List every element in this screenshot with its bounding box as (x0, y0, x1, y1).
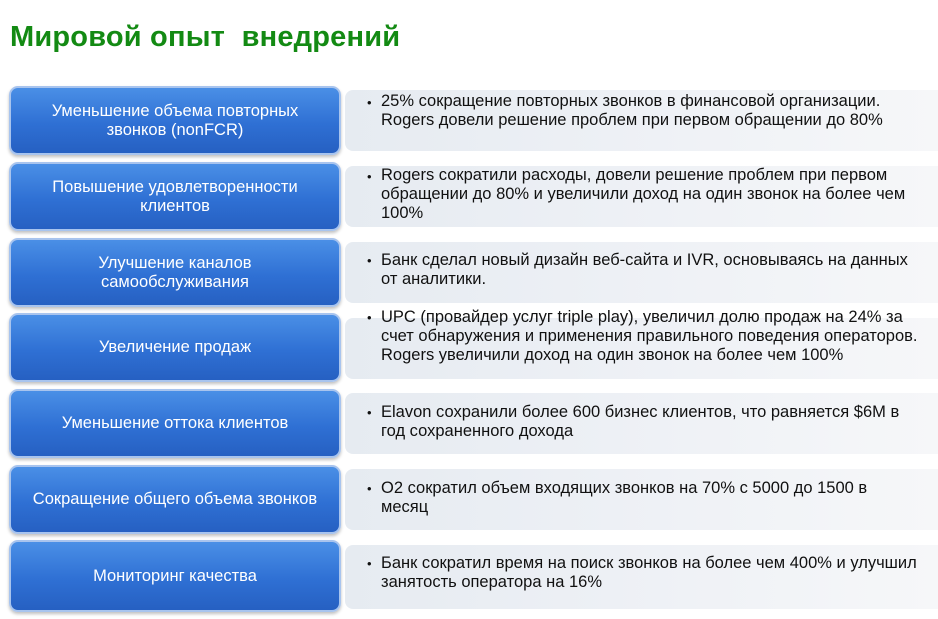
bullet-icon: • (367, 556, 372, 571)
bullet-icon: • (367, 169, 372, 184)
bullet-icon: • (367, 95, 372, 110)
row-label: Повышение удовлетворенности клиентов (9, 162, 341, 231)
row-description (345, 166, 938, 227)
row-label: Улучшение каналов самообслуживания (9, 238, 341, 307)
bullet-icon: • (367, 310, 372, 325)
row-label: Мониторинг качества (9, 540, 341, 612)
bullet-icon: • (367, 405, 372, 420)
row-description (345, 308, 938, 379)
row-description (345, 393, 938, 454)
row-description-text: 25% сокращение повторных звонков в финансовой организации. Rogers довели решение проблем при первом обращении до 80% (381, 92, 883, 129)
row-description-text: O2 сократил объем входящих звонков на 70% с 5000 до 1500 в месяц (381, 479, 868, 516)
row-label: Уменьшение объема повторных звонков (nonFCR) (9, 86, 341, 155)
row-label: Уменьшение оттока клиентов (9, 389, 341, 458)
row-description-text: Банк сократил время на поиск звонков на более чем 400% и улучшил занятость оператора на 16% (381, 554, 917, 591)
row-description-text: Rogers сократили расходы, довели решение проблем при первом обращении до 80% и увеличили доход на один звонок на более чем 100% (381, 166, 906, 222)
bullet-icon: • (367, 253, 372, 268)
row-description-text: Банк сделал новый дизайн веб-сайта и IVR, основываясь на данных от аналитики. (381, 251, 908, 288)
row-description (345, 545, 938, 609)
bullet-icon: • (367, 481, 372, 496)
row-label: Увеличение продаж (9, 313, 341, 382)
row-label: Сокращение общего объема звонков (9, 465, 341, 534)
page-title: Мировой опыт внедрений (10, 21, 401, 53)
row-description (345, 469, 938, 530)
row-description-text: Elavon сохранили более 600 бизнес клиентов, что равняется $6M в год сохраненного дохода (381, 403, 900, 440)
row-description-text: UPC (провайдер услуг triple play), увеличил долю продаж на 24% за счет обнаружения и применения правильного поведения операторов. Rogers увеличили доход на один звонок на более чем 100% (381, 308, 918, 364)
row-description (345, 90, 938, 151)
row-description (345, 242, 938, 303)
